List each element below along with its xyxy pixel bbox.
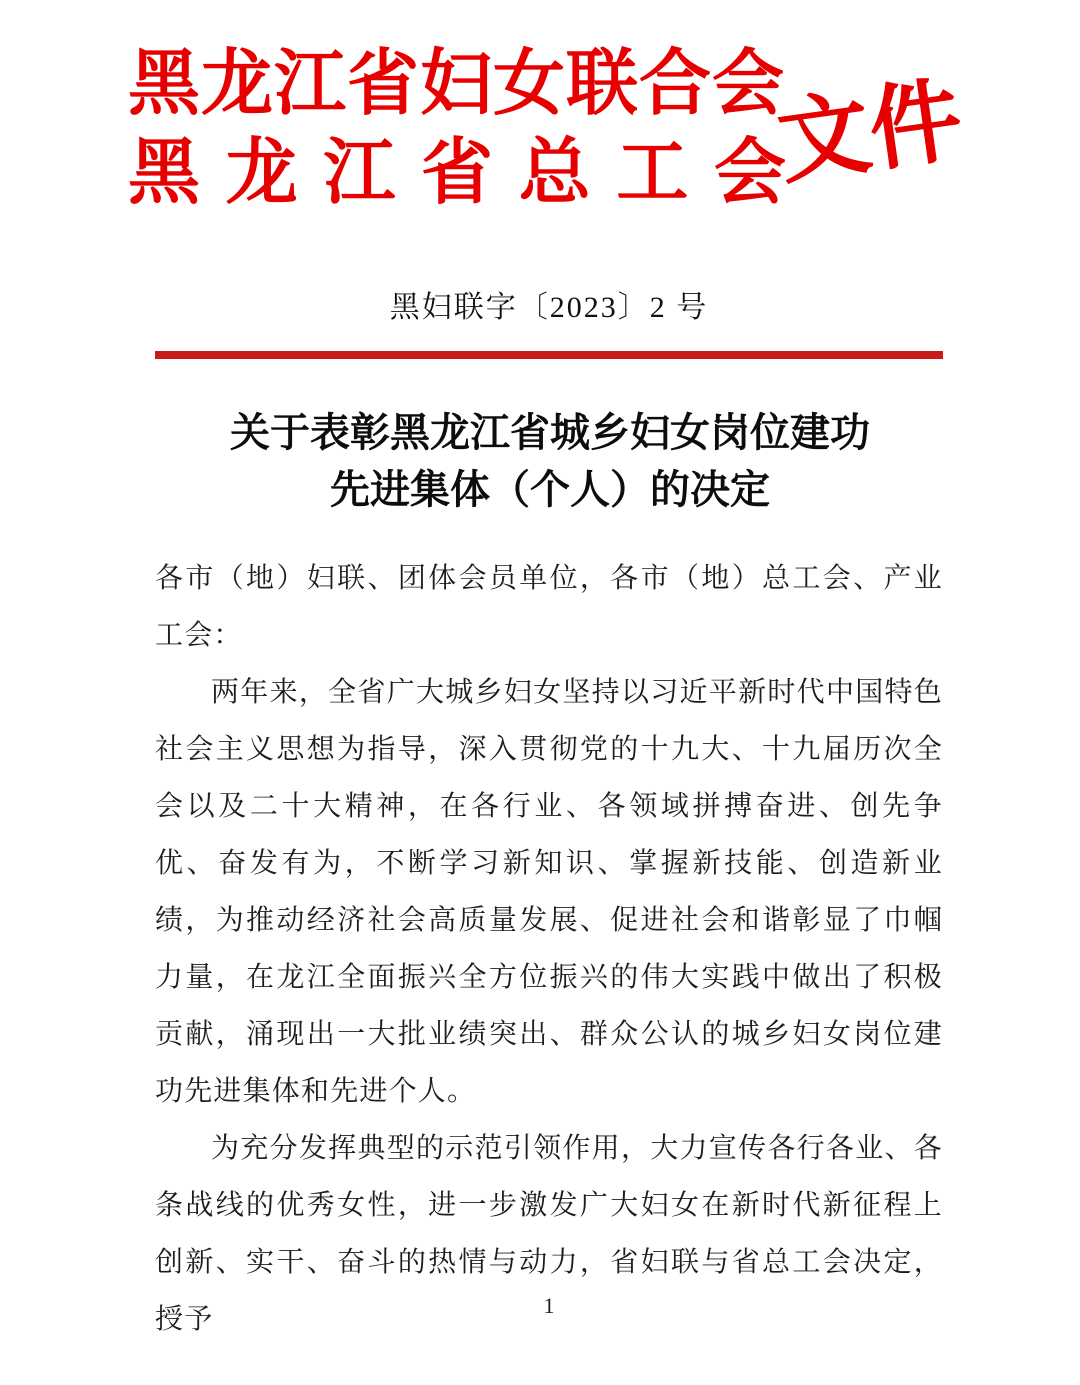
letterhead [128,42,786,215]
org-name-line2: 黑龙江省总工会 [128,133,786,213]
body-paragraph-2: 为充分发挥典型的示范引领作用，大力宣传各行各业、各条战线的优秀女性，进一步激发广大妇女在新时代新征程上创新、实干、奋斗的热情与动力，省妇联与省总工会决定，授予 [155,1133,943,1335]
org-name-line1: 黑龙江省妇女联合会 [128,44,786,124]
document-title-line2: 先进集体（个人）的决定 [330,467,770,512]
document-type-label: 文件 [771,68,969,196]
document-title-line1: 关于表彰黑龙江省城乡妇女岗位建功 [230,410,870,455]
document-title [96,404,1004,518]
body-paragraph-1: 两年来，全省广大城乡妇女坚持以习近平新时代中国特色社会主义思想为指导，深入贯彻党的十九大、十九届历次全会以及二十大精神，在各行业、各领域拼搏奋进、创先争优、奋发有为，不断学习新知识、掌握新技能、创造新业绩，为推动经济社会高质量发展、促进社会和谐彰显了巾帼力量，在龙江全面振兴全方位振兴的伟大实践中做出了积极贡献，涌现出一大批业绩突出、群众公认的城乡妇女岗位建功先进集体和先进个人。 [155,677,943,1107]
document-body [155,550,943,1348]
document-number: 黑妇联字〔2023〕2 号 [389,291,709,324]
salutation: 各市（地）妇联、团体会员单位，各市（地）总工会、产业工会： [155,563,943,651]
page-number: 1 [543,1293,555,1318]
red-divider-line [155,351,943,359]
